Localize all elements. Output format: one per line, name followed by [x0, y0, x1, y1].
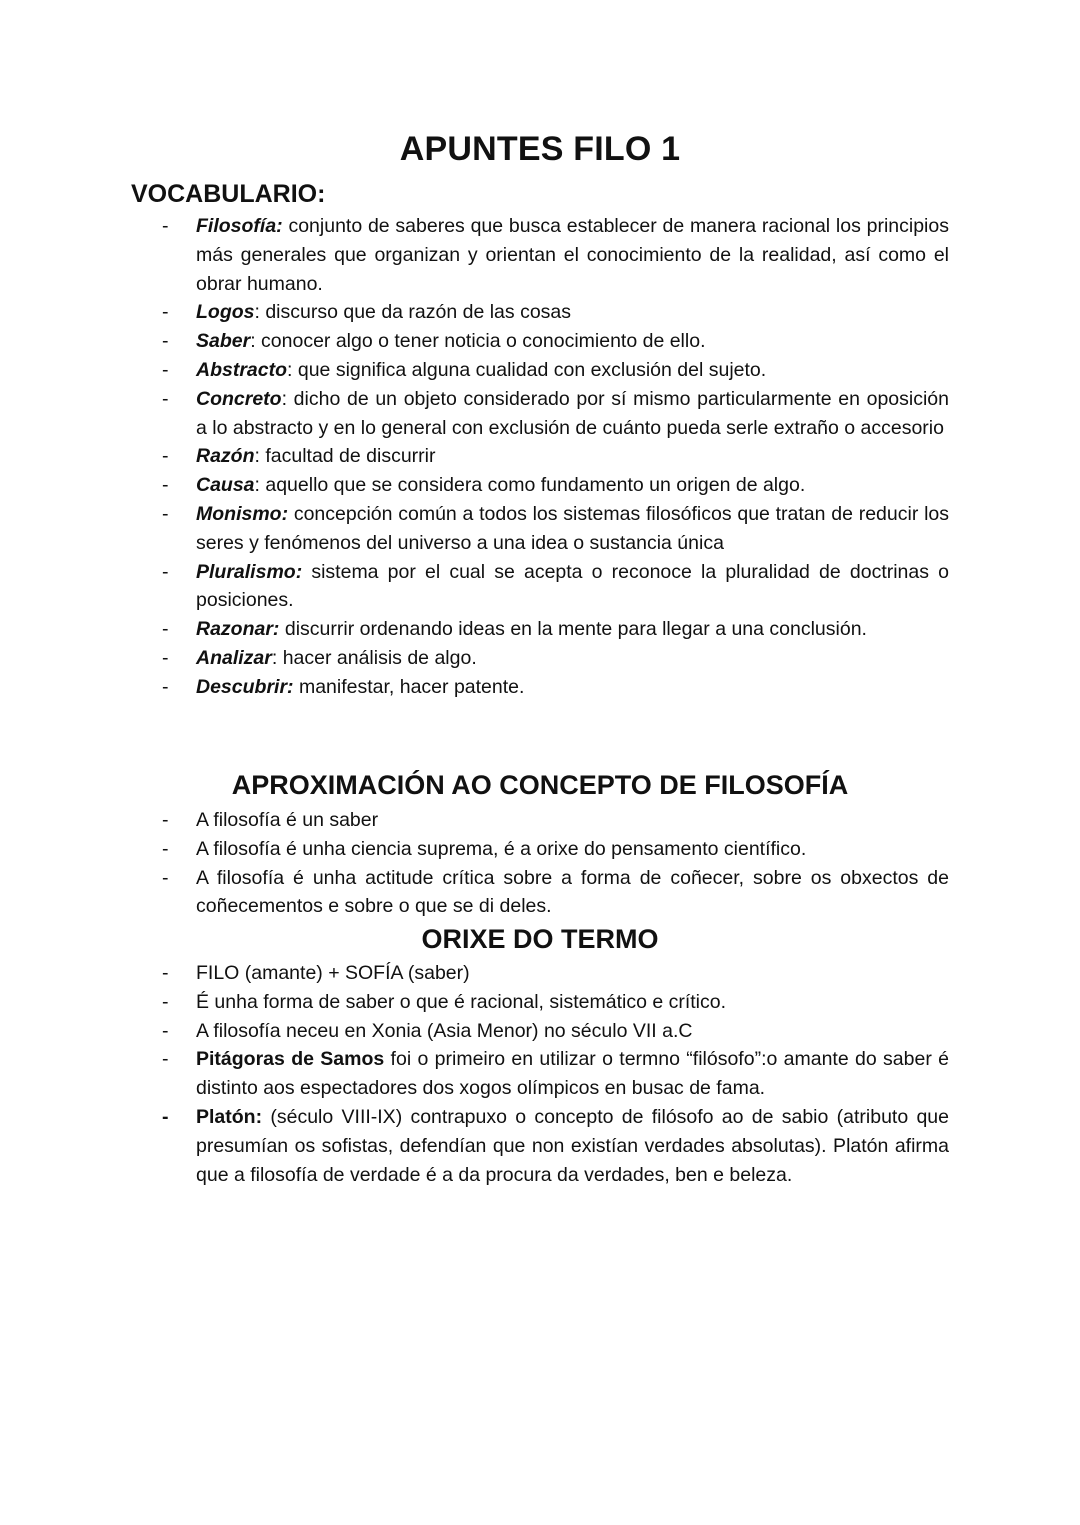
bullet-dash: -	[162, 990, 169, 1013]
bullet-dash: -	[162, 837, 169, 860]
list-item	[160, 959, 949, 988]
bullet-dash: -	[162, 502, 169, 525]
definition: : dicho de un objeto considerado por sí mismo particularmente en oposición a lo abstracto y en lo general con exclusión de cuánto pueda serle extraño o accesorio	[196, 387, 949, 439]
list-item	[160, 988, 949, 1017]
term: Razonar:	[196, 618, 280, 641]
list-item-text: FILO (amante) + SOFÍA (saber)	[196, 962, 470, 984]
list-item	[160, 500, 949, 558]
bullet-dash: -	[162, 1105, 169, 1128]
list-item	[160, 327, 949, 356]
term: Analizar	[196, 646, 272, 669]
definition: : conocer algo o tener noticia o conocimiento de ello.	[250, 330, 706, 353]
term: Concreto	[196, 387, 282, 410]
bullet-dash: -	[162, 809, 169, 831]
bullet-dash: -	[162, 618, 169, 641]
definition: concepción común a todos los sistemas filosóficos que tratan de reducir los seres y fenómenos del universo a una idea o sustancia única	[196, 502, 949, 554]
term: Logos	[196, 301, 255, 324]
page-title: APUNTES FILO 1	[399, 130, 681, 168]
bullet-dash: -	[162, 646, 169, 669]
bullet-dash: -	[162, 445, 169, 468]
term: Causa	[196, 474, 255, 497]
definition: : aquello que se considera como fundamento un origen de algo.	[254, 474, 806, 497]
bullet-dash: -	[162, 560, 169, 583]
vocabulario-list	[160, 212, 949, 702]
list-item	[160, 835, 949, 864]
bullet-dash: -	[162, 474, 169, 497]
orixe-list	[160, 959, 949, 1189]
definition: discurrir ordenando ideas en la mente para llegar a una conclusión.	[279, 618, 867, 641]
list-item	[160, 864, 949, 922]
bullet-dash: -	[162, 358, 169, 381]
term: Platón:	[196, 1105, 263, 1128]
bullet-dash: -	[162, 330, 169, 353]
bullet-dash: -	[162, 301, 169, 324]
list-item	[160, 1045, 949, 1103]
definition: : hacer análisis de algo.	[271, 646, 477, 669]
orixe-heading: ORIXE DO TERMO	[421, 924, 659, 954]
term: Descubrir:	[196, 675, 294, 698]
definition: : facultad de discurrir	[254, 445, 436, 468]
bullet-dash: -	[162, 1019, 169, 1042]
list-item	[160, 356, 949, 385]
list-item	[160, 385, 949, 443]
list-item	[160, 615, 949, 644]
bullet-dash: -	[162, 1048, 169, 1071]
term: Razón	[196, 445, 255, 468]
bullet-dash: -	[162, 962, 169, 984]
bullet-dash: -	[162, 675, 169, 698]
list-item	[160, 558, 949, 616]
list-item-text: A filosofía neceu en Xonia (Asia Menor) no século VII a.C	[196, 1019, 693, 1042]
term: Pitágoras de Samos	[196, 1048, 385, 1071]
list-item	[160, 644, 949, 673]
list-item-text: (século VIII-IX) contrapuxo o concepto de filósofo ao de sabio (atributo que presumían os sofistas, defendían que non existían verdades absolutas). Platón afirma que a filosofía de verdade é a da procura da verdades, ben e beleza.	[196, 1105, 949, 1186]
term: Filosofía:	[196, 215, 283, 237]
vocabulario-heading: VOCABULARIO:	[131, 180, 326, 208]
list-item	[160, 442, 949, 471]
list-item	[160, 212, 949, 298]
list-item-text: A filosofía é unha ciencia suprema, é a orixe do pensamento científico.	[196, 837, 807, 860]
list-item	[160, 298, 949, 327]
list-item	[160, 806, 949, 835]
list-item	[160, 1017, 949, 1046]
list-item-text: A filosofía é unha actitude crítica sobre a forma de coñecer, sobre os obxectos de coñecementos e sobre o que se di deles.	[196, 866, 949, 918]
aproximacion-list	[160, 806, 949, 921]
definition: : discurso que da razón de las cosas	[254, 301, 572, 324]
bullet-dash: -	[162, 866, 169, 889]
list-item-text: foi o primeiro en utilizar o termno “filósofo”:o amante do saber é distinto aos espectadores dos xogos olímpicos en busac de fama.	[196, 1048, 949, 1100]
list-item	[160, 471, 949, 500]
bullet-dash: -	[162, 387, 169, 410]
list-item-text: É unha forma de saber o que é racional, sistemático e crítico.	[196, 990, 727, 1013]
list-item	[160, 1103, 949, 1189]
aproximacion-heading: APROXIMACIÓN AO CONCEPTO DE FILOSOFÍA	[231, 770, 849, 800]
term: Monismo:	[196, 502, 289, 525]
list-item	[160, 673, 949, 702]
term: Pluralismo:	[196, 560, 303, 583]
definition: : que significa alguna cualidad con exclusión del sujeto.	[287, 358, 767, 381]
term: Saber	[196, 330, 251, 353]
definition: conjunto de saberes que busca establecer de manera racional los principios más generales que organizan y orientan el conocimiento de la realidad, así como el obrar humano.	[196, 215, 949, 295]
definition: manifestar, hacer patente.	[293, 675, 525, 698]
bullet-dash: -	[162, 215, 169, 237]
list-item-text: A filosofía é un saber	[196, 809, 379, 831]
definition: sistema por el cual se acepta o reconoce la pluralidad de doctrinas o posiciones.	[196, 560, 949, 612]
term: Abstracto	[196, 358, 288, 381]
